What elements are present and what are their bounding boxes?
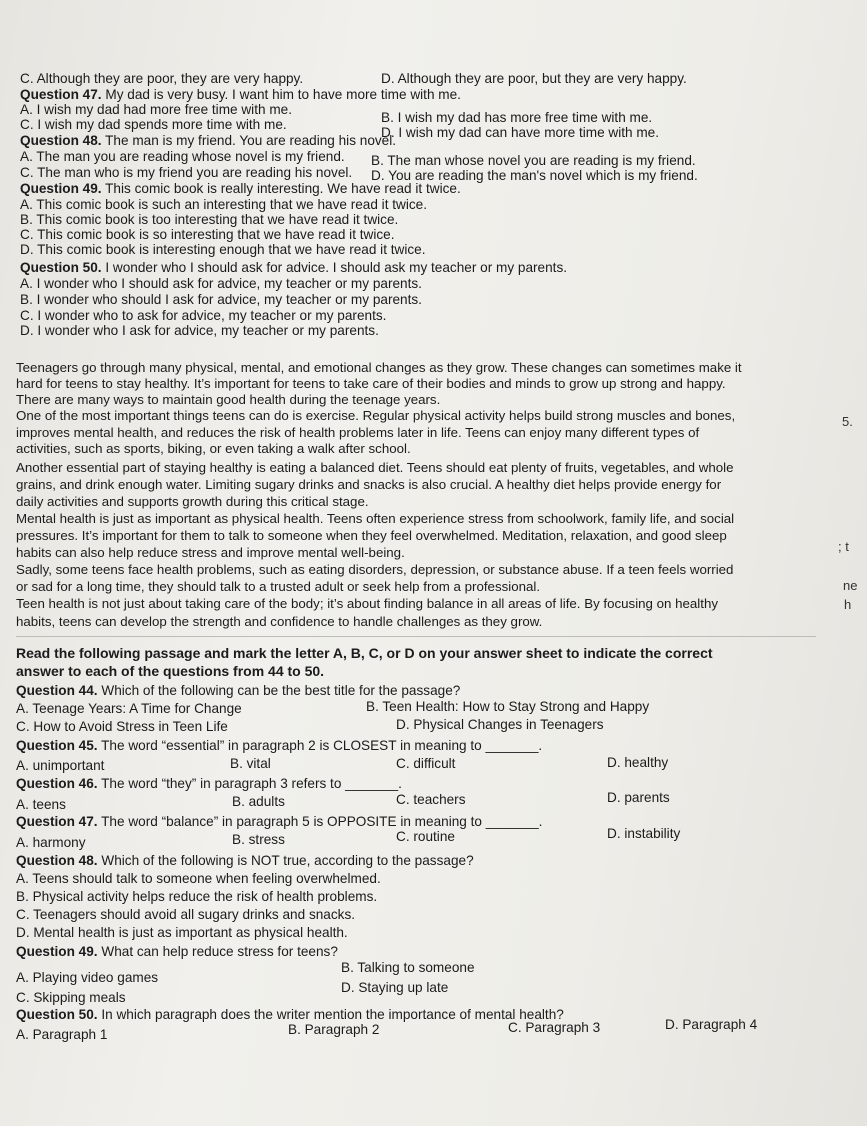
option-a: A. Teenage Years: A Time for Change [16, 701, 242, 716]
margin-note: ne [843, 578, 858, 593]
question-stem: The word “they” in paragraph 3 refers to _______. [101, 776, 402, 791]
option-d: D. instability [607, 826, 681, 841]
question-label: Question 47. [16, 814, 98, 829]
option-b: B. Talking to someone [341, 960, 475, 975]
option-d: D. healthy [607, 755, 669, 770]
question-48-top [20, 133, 396, 148]
passage-line: habits, teens can develop the strength and confidence to handle challenges as they grow. [16, 614, 543, 629]
option-c: C. How to Avoid Stress in Teen Life [16, 719, 228, 734]
option-c: C. difficult [396, 756, 456, 771]
passage-line: Mental health is just as important as physical health. Teens often experience stress from schoolwork, family life, and social [16, 511, 735, 526]
option-c: C. The man who is my friend you are reading his novel. [20, 165, 353, 180]
question-stem: Which of the following can be the best title for the passage? [101, 683, 461, 698]
question-label: Question 48. [16, 853, 98, 868]
passage-line: Sadly, some teens face health problems, such as eating disorders, depression, or substance abuse. If a teen feels worried [16, 562, 734, 577]
question-label: Question 50. [20, 260, 102, 275]
passage-line: or sad for a long time, they should talk to a trusted adult or seek help from a professional. [16, 579, 541, 594]
option-b: B. Teen Health: How to Stay Strong and Happy [366, 699, 650, 714]
option-c: C. Teenagers should avoid all sugary drinks and snacks. [16, 907, 356, 922]
passage-line: Another essential part of staying healthy is eating a balanced diet. Teens should eat plenty of fruits, vegetables, and whole [16, 460, 734, 475]
option-b: B. adults [232, 794, 285, 809]
option-c: C. Although they are poor, they are very happy. [20, 71, 304, 86]
option-d: D. You are reading the man's novel which is my friend. [371, 168, 698, 183]
option-b: B. I wonder who should I ask for advice, my teacher or my parents. [20, 292, 422, 307]
option-a: A. I wonder who I should ask for advice, my teacher or my parents. [20, 276, 422, 291]
question-stem: Which of the following is NOT true, according to the passage? [101, 853, 474, 868]
option-a: A. The man you are reading whose novel is my friend. [20, 149, 345, 164]
instructions-line-1: Read the following passage and mark the letter A, B, C, or D on your answer sheet to indicate the correct [16, 645, 713, 661]
question-label: Question 50. [16, 1007, 98, 1022]
question-stem: What can help reduce stress for teens? [101, 944, 338, 959]
passage-line: There are many ways to maintain good health during the teenage years. [16, 392, 441, 407]
option-a: A. harmony [16, 835, 86, 850]
option-c: C. I wish my dad spends more time with me. [20, 117, 287, 132]
option-b: B. vital [230, 756, 271, 771]
option-a: A. unimportant [16, 758, 105, 773]
option-d: D. Although they are poor, but they are very happy. [381, 71, 687, 86]
question-stem: This comic book is really interesting. We have read it twice. [105, 181, 461, 196]
option-d: D. I wish my dad can have more time with me. [381, 125, 660, 140]
option-d: D. This comic book is interesting enough that we have read it twice. [20, 242, 426, 257]
passage-line: daily activities and supports growth during this critical stage. [16, 494, 369, 509]
option-b: B. I wish my dad has more free time with me. [381, 110, 653, 125]
margin-note: h [844, 597, 852, 612]
option-d: D. parents [607, 790, 670, 805]
option-c: C. Paragraph 3 [508, 1020, 601, 1035]
question-label: Question 44. [16, 683, 98, 698]
passage-line: hard for teens to stay healthy. It’s important for teens to take care of their bodies and minds to grow up strong and happy. [16, 376, 726, 391]
question-49 [16, 944, 338, 959]
passage-line: habits can also help reduce stress and improve mental well-being. [16, 545, 405, 560]
passage-line: activities, such as sports, biking, or even taking a walk after school. [16, 441, 411, 456]
question-47 [16, 814, 542, 829]
option-a: A. Playing video games [16, 970, 159, 985]
question-stem: The man is my friend. You are reading his novel. [105, 133, 397, 148]
option-d: D. I wonder who I ask for advice, my teacher or my parents. [20, 323, 379, 338]
question-stem: My dad is very busy. I want him to have more time with me. [105, 87, 461, 102]
option-a: A. I wish my dad had more free time with me. [20, 102, 292, 117]
margin-note: 5. [842, 414, 853, 429]
instructions-line-2: answer to each of the questions from 44 to 50. [16, 663, 325, 679]
option-b: B. Physical activity helps reduce the risk of health problems. [16, 889, 378, 904]
option-b: B. stress [232, 832, 285, 847]
option-c: C. teachers [396, 792, 466, 807]
question-44 [16, 683, 460, 698]
option-d: D. Mental health is just as important as physical health. [16, 925, 348, 940]
option-c: C. Skipping meals [16, 990, 126, 1005]
question-label: Question 48. [20, 133, 102, 148]
question-label: Question 49. [16, 944, 98, 959]
question-label: Question 47. [20, 87, 102, 102]
question-50-top [20, 260, 567, 275]
option-c: C. routine [396, 829, 455, 844]
option-a: A. Teens should talk to someone when feeling overwhelmed. [16, 871, 381, 886]
option-b: B. The man whose novel you are reading is my friend. [371, 153, 696, 168]
passage-line: One of the most important things teens can do is exercise. Regular physical activity helps build strong muscles and bones, [16, 408, 736, 423]
passage-line: Teen health is not just about taking care of the body; it’s about finding balance in all areas of life. By focusing on healthy [16, 596, 718, 611]
passage-line: improves mental health, and reduces the risk of health problems later in life. Teens can enjoy many different types of [16, 425, 700, 440]
option-c: C. This comic book is so interesting that we have read it twice. [20, 227, 395, 242]
option-d: D. Physical Changes in Teenagers [396, 717, 604, 732]
question-45 [16, 738, 542, 753]
question-stem: The word “essential” in paragraph 2 is CLOSEST in meaning to _______. [101, 738, 543, 753]
option-d: D. Paragraph 4 [665, 1017, 758, 1032]
question-46 [16, 776, 402, 791]
option-a: A. Paragraph 1 [16, 1027, 108, 1042]
passage-line: Teenagers go through many physical, mental, and emotional changes as they grow. These changes can sometimes make it [16, 360, 742, 375]
passage-line: pressures. It’s important for them to talk to someone when they feel overwhelmed. Meditation, relaxation, and good sleep [16, 528, 727, 543]
question-stem: In which paragraph does the writer mention the importance of mental health? [101, 1007, 564, 1022]
option-c: C. I wonder who to ask for advice, my teacher or my parents. [20, 308, 387, 323]
option-b: B. This comic book is too interesting that we have read it twice. [20, 212, 399, 227]
section-divider [16, 636, 816, 637]
question-49-top [20, 181, 461, 196]
question-label: Question 46. [16, 776, 98, 791]
question-47-top [20, 87, 461, 102]
option-a: A. teens [16, 797, 66, 812]
passage-line: grains, and drink enough water. Limiting sugary drinks and snacks is also crucial. A healthy diet helps provide energy for [16, 477, 722, 492]
question-stem: I wonder who I should ask for advice. I should ask my teacher or my parents. [105, 260, 568, 275]
margin-note: ; t [838, 539, 849, 554]
question-50 [16, 1007, 564, 1022]
question-label: Question 49. [20, 181, 102, 196]
option-b: B. Paragraph 2 [288, 1022, 380, 1037]
question-label: Question 45. [16, 738, 98, 753]
option-d: D. Staying up late [341, 980, 449, 995]
question-stem: The word “balance” in paragraph 5 is OPPOSITE in meaning to _______. [101, 814, 543, 829]
option-a: A. This comic book is such an interesting that we have read it twice. [20, 197, 428, 212]
question-48 [16, 853, 474, 868]
